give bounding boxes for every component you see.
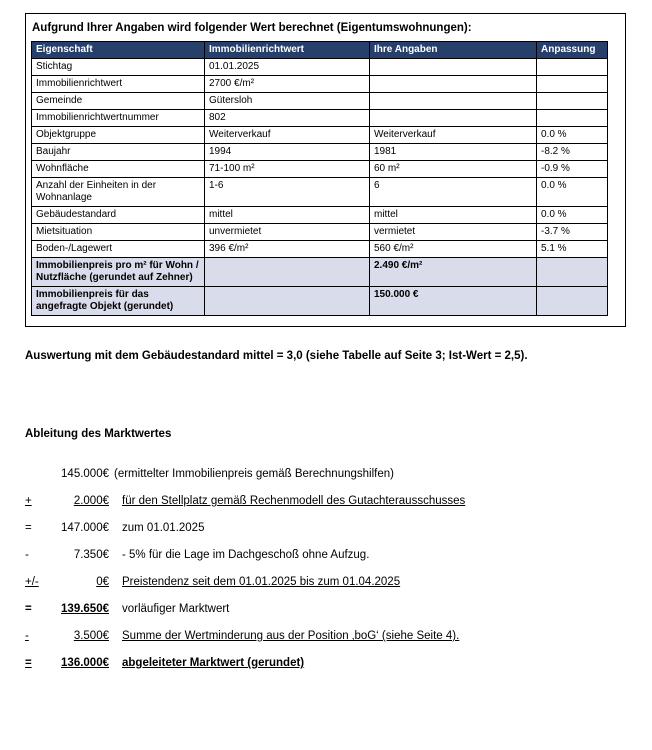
cell-eigenschaft: Immobilienpreis für das angefragte Objekt (gerundet) <box>32 287 205 316</box>
cell-richtwert: Weiterverkauf <box>205 127 370 144</box>
header-immobilienrichtwert: Immobilienrichtwert <box>205 42 370 59</box>
calc-line <box>25 548 626 562</box>
cell-anpassung: 0.0 % <box>537 127 608 144</box>
cell-anpassung: 0.0 % <box>537 207 608 224</box>
calc-op: +/- <box>25 576 39 588</box>
table-row <box>32 59 608 76</box>
cell-eigenschaft: Objektgruppe <box>32 127 205 144</box>
marktwert-calculation <box>25 467 626 670</box>
cell-richtwert: 1-6 <box>205 178 370 207</box>
cell-anpassung: -0.9 % <box>537 161 608 178</box>
cell-eigenschaft: Mietsituation <box>32 224 205 241</box>
calc-amount: 0€ <box>96 576 109 588</box>
calc-desc: Preistendenz seit dem 01.01.2025 bis zum 01.04.2025 <box>122 576 401 588</box>
cell-angaben: vermietet <box>370 224 537 241</box>
table-row <box>32 207 608 224</box>
table-row <box>32 241 608 258</box>
calc-amount: 139.650€ <box>61 603 109 615</box>
cell-richtwert: 802 <box>205 110 370 127</box>
marktwert-section-title: Ableitung des Marktwertes <box>25 428 172 440</box>
calc-desc: - 5% für die Lage im Dachgeschoß ohne Aufzug. <box>122 549 370 561</box>
cell-anpassung: 5.1 % <box>537 241 608 258</box>
cell-angaben: 60 m² <box>370 161 537 178</box>
cell-richtwert: unvermietet <box>205 224 370 241</box>
table-row <box>32 161 608 178</box>
cell-richtwert: Gütersloh <box>205 93 370 110</box>
cell-anpassung <box>537 258 608 287</box>
calc-op: + <box>25 495 32 507</box>
cell-angaben: 150.000 € <box>370 287 537 316</box>
table-row <box>32 144 608 161</box>
cell-angaben: 1981 <box>370 144 537 161</box>
table-row <box>32 110 608 127</box>
calc-op: = <box>25 657 32 669</box>
cell-anpassung <box>537 59 608 76</box>
calc-desc: zum 01.01.2025 <box>122 522 205 534</box>
calc-amount: 7.350€ <box>73 549 109 561</box>
cell-eigenschaft: Boden-/Lagewert <box>32 241 205 258</box>
cell-eigenschaft: Wohnfläche <box>32 161 205 178</box>
calc-desc: (ermittelter Immobilienpreis gemäß Berechnungshilfen) <box>114 468 394 480</box>
cell-eigenschaft: Gemeinde <box>32 93 205 110</box>
table-summary-row <box>32 287 608 316</box>
table-row <box>32 76 608 93</box>
cell-richtwert: 71-100 m² <box>205 161 370 178</box>
cell-richtwert: 396 €/m² <box>205 241 370 258</box>
cell-anpassung: 0.0 % <box>537 178 608 207</box>
calc-desc: vorläufiger Marktwert <box>122 603 230 615</box>
cell-eigenschaft: Immobilienrichtwert <box>32 76 205 93</box>
cell-angaben: Weiterverkauf <box>370 127 537 144</box>
cell-anpassung: -8.2 % <box>537 144 608 161</box>
calc-line <box>25 494 626 508</box>
cell-eigenschaft: Gebäudestandard <box>32 207 205 224</box>
auswertung-note: Auswertung mit dem Gebäudestandard mittel = 3,0 (siehe Tabelle auf Seite 3; Ist-Wert = 2,5). <box>25 350 528 362</box>
calculation-box <box>25 13 626 327</box>
calc-amount: 147.000€ <box>61 522 109 534</box>
cell-anpassung <box>537 93 608 110</box>
cell-angaben: 6 <box>370 178 537 207</box>
calc-amount: 136.000€ <box>61 657 109 669</box>
cell-richtwert: 01.01.2025 <box>205 59 370 76</box>
table-header-row <box>32 42 608 59</box>
cell-richtwert: 1994 <box>205 144 370 161</box>
header-eigenschaft: Eigenschaft <box>32 42 205 59</box>
cell-eigenschaft: Anzahl der Einheiten in der Wohnanlage <box>32 178 205 207</box>
table-summary-row <box>32 258 608 287</box>
calc-desc: Summe der Wertminderung aus der Position ‚boG‘ (siehe Seite 4). <box>122 630 460 642</box>
calc-op: - <box>25 630 29 642</box>
calc-desc: abgeleiteter Marktwert (gerundet) <box>122 657 305 669</box>
calc-amount: 145.000€ <box>61 468 109 480</box>
cell-eigenschaft: Immobilienpreis pro m² für Wohn / Nutzfläche (gerundet auf Zehner) <box>32 258 205 287</box>
cell-angaben: 2.490 €/m² <box>370 258 537 287</box>
cell-eigenschaft: Stichtag <box>32 59 205 76</box>
calc-line <box>25 656 626 670</box>
calc-op: = <box>25 603 32 615</box>
cell-eigenschaft: Baujahr <box>32 144 205 161</box>
calc-line <box>25 602 626 616</box>
cell-anpassung <box>537 76 608 93</box>
calc-desc: für den Stellplatz gemäß Rechenmodell des Gutachterausschusses <box>122 495 466 507</box>
cell-richtwert <box>205 287 370 316</box>
cell-richtwert: mittel <box>205 207 370 224</box>
valuation-table <box>31 41 608 316</box>
cell-angaben <box>370 110 537 127</box>
calc-op: = <box>25 522 32 534</box>
calc-line <box>25 521 626 535</box>
cell-eigenschaft: Immobilienrichtwertnummer <box>32 110 205 127</box>
cell-anpassung <box>537 110 608 127</box>
cell-anpassung <box>537 287 608 316</box>
table-row <box>32 178 608 207</box>
calc-line <box>25 629 626 643</box>
table-row <box>32 127 608 144</box>
calc-line <box>25 575 626 589</box>
cell-angaben <box>370 59 537 76</box>
header-anpassung: Anpassung <box>537 42 608 59</box>
header-ihre-angaben: Ihre Angaben <box>370 42 537 59</box>
calc-amount: 2.000€ <box>73 495 109 507</box>
table-row <box>32 93 608 110</box>
cell-richtwert <box>205 258 370 287</box>
calc-line <box>25 467 626 481</box>
box-title: Aufgrund Ihrer Angaben wird folgender Wert berechnet (Eigentumswohnungen): <box>32 22 472 34</box>
cell-anpassung: -3.7 % <box>537 224 608 241</box>
cell-angaben: 560 €/m² <box>370 241 537 258</box>
calc-op: - <box>25 549 29 561</box>
cell-angaben <box>370 76 537 93</box>
calc-amount: 3.500€ <box>73 630 109 642</box>
cell-richtwert: 2700 €/m² <box>205 76 370 93</box>
cell-angaben: mittel <box>370 207 537 224</box>
cell-angaben <box>370 93 537 110</box>
table-row <box>32 224 608 241</box>
